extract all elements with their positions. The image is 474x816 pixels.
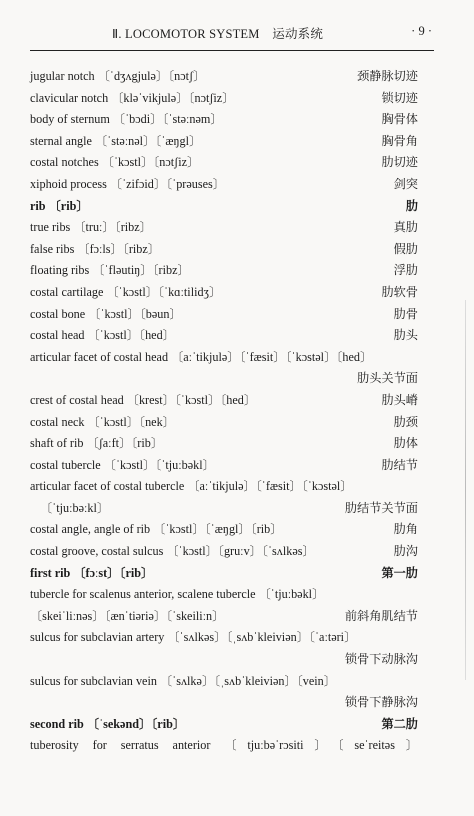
entry-term: first rib 〔fɔːst〕〔rib〕 — [30, 565, 154, 580]
entry-chinese: 肋切迹 — [381, 155, 418, 170]
entry-term: rib 〔rib〕 — [30, 198, 89, 213]
entry-term: costal angle, angle of rib 〔ˈkɔstl〕〔ˈæŋgl〕〔rib〕 — [30, 522, 283, 537]
entry-continuation: 〔ˈtjuːbəːkl〕 — [40, 500, 110, 515]
entry-chinese: 浮肋 — [393, 263, 418, 278]
dictionary-entry — [30, 304, 418, 326]
entry-chinese: 锁骨下静脉沟 — [344, 695, 418, 710]
entry-term: sulcus for subclavian vein 〔ˈsʌlkə〕〔ˌsʌbˈkleiviən〕〔vein〕 — [30, 673, 336, 688]
entry-term: second rib 〔ˈsekənd〕〔rib〕 — [30, 716, 186, 731]
entry-term: costal head 〔ˈkɔstl〕〔hed〕 — [30, 328, 175, 343]
entry-term: xiphoid process 〔ˈzifɔid〕〔ˈprəuses〕 — [30, 176, 225, 191]
dictionary-entry — [30, 239, 418, 261]
entry-term: costal groove, costal sulcus 〔ˈkɔstl〕〔gruːv〕〔ˈsʌlkəs〕 — [30, 544, 315, 559]
dictionary-entry — [30, 476, 418, 519]
dictionary-entry — [30, 412, 418, 434]
dictionary-entry — [30, 152, 418, 174]
entry-term: costal neck 〔ˈkɔstl〕〔nek〕 — [30, 414, 175, 429]
entry-term: sulcus for subclavian artery 〔ˈsʌlkəs〕〔ˌsʌbˈkleiviən〕〔ˈaːtəri〕 — [30, 630, 357, 645]
entry-term: costal tubercle 〔ˈkɔstl〕〔ˈtjuːbəkl〕 — [30, 457, 215, 472]
entry-chinese: 肋结节 — [381, 457, 418, 472]
dictionary-entry — [30, 347, 418, 390]
page-number: · 9 · — [411, 24, 432, 38]
entry-term: tuberosity for serratus anterior 〔tjuːbəˈrɔsiti〕〔seˈreitəs〕 — [30, 738, 418, 753]
entry-chinese: 肋软骨 — [381, 284, 418, 299]
entry-continuation: 〔skeiˈliːnəs〕〔ænˈtiəriə〕〔ˈskeiliːn〕 — [30, 608, 225, 623]
dictionary-entry — [30, 260, 418, 282]
entry-chinese: 前斜角肌结节 — [344, 608, 418, 623]
dictionary-entry — [30, 433, 418, 455]
entry-chinese: 第二肋 — [381, 716, 418, 731]
running-title: Ⅱ. LOCOMOTOR SYSTEM 运动系统 — [112, 27, 324, 41]
entry-term: articular facet of costal head 〔aːˈtikjulə〕〔ˈfæsit〕〔ˈkɔstəl〕〔hed〕 — [30, 349, 373, 364]
entry-chinese: 肋骨 — [393, 306, 418, 321]
entry-term: crest of costal head 〔krest〕〔ˈkɔstl〕〔hed〕 — [30, 392, 257, 407]
dictionary-entry — [30, 131, 418, 153]
entry-term: articular facet of costal tubercle 〔aːˈtikjulə〕〔ˈfæsit〕〔ˈkɔstəl〕 — [30, 479, 353, 494]
dictionary-entry — [30, 627, 418, 670]
page-gutter-shadow — [465, 300, 466, 680]
entry-chinese: 肋颈 — [393, 414, 418, 429]
entry-chinese: 肋 — [405, 198, 418, 213]
entry-chinese: 真肋 — [393, 220, 418, 235]
entry-chinese: 胸骨角 — [381, 133, 418, 148]
entry-term: floating ribs 〔ˈfləutiŋ〕〔ribz〕 — [30, 263, 190, 278]
entry-term: jugular notch 〔ˈdʒʌgjulə〕〔nɔtʃ〕 — [30, 69, 206, 83]
entry-chinese: 胸骨体 — [381, 112, 418, 127]
dictionary-entry — [30, 584, 418, 627]
dictionary-entry — [30, 325, 418, 347]
entry-term: costal cartilage 〔ˈkɔstl〕〔ˈkɑːtilidʒ〕 — [30, 284, 222, 299]
entry-term: true ribs 〔truː〕〔ribz〕 — [30, 220, 152, 235]
entry-chinese: 第一肋 — [381, 565, 418, 580]
entry-chinese: 剑突 — [393, 176, 418, 191]
dictionary-entry — [30, 196, 418, 218]
entry-term: shaft of rib 〔ʃaːft〕〔rib〕 — [30, 436, 164, 451]
entry-chinese: 肋头嵴 — [381, 392, 418, 407]
entry-chinese: 肋头 — [393, 328, 418, 343]
page-header — [30, 18, 434, 51]
dictionary-entry — [30, 541, 418, 563]
dictionary-entry — [30, 88, 418, 110]
dictionary-entry — [30, 671, 418, 714]
entry-list — [30, 66, 418, 757]
dictionary-entry — [30, 735, 418, 757]
dictionary-entry — [30, 282, 418, 304]
dictionary-entry — [30, 217, 418, 239]
entry-term: costal bone 〔ˈkɔstl〕〔bəun〕 — [30, 306, 182, 321]
entry-chinese: 肋角 — [393, 522, 418, 537]
dictionary-entry — [30, 66, 418, 88]
dictionary-entry — [30, 563, 418, 585]
entry-term: tubercle for scalenus anterior, scalene tubercle 〔ˈtjuːbəkl〕 — [30, 587, 325, 602]
entry-chinese: 锁骨下动脉沟 — [344, 652, 418, 667]
entry-chinese: 假肋 — [393, 241, 418, 256]
dictionary-entry — [30, 714, 418, 736]
entry-chinese: 肋头关节面 — [357, 371, 418, 386]
entry-chinese: 肋结节关节面 — [344, 500, 418, 515]
dictionary-entry — [30, 174, 418, 196]
dictionary-entry — [30, 519, 418, 541]
entry-chinese: 锁切迹 — [381, 90, 418, 105]
entry-chinese: 肋体 — [393, 436, 418, 451]
entry-term: body of sternum 〔ˈbɔdi〕〔ˈstəːnəm〕 — [30, 112, 223, 127]
dictionary-entry — [30, 109, 418, 131]
entry-chinese: 颈静脉切迹 — [357, 69, 418, 83]
entry-term: false ribs 〔fɔːls〕〔ribz〕 — [30, 241, 160, 256]
entry-chinese: 肋沟 — [393, 544, 418, 559]
entry-term: clavicular notch 〔kləˈvikjulə〕〔nɔtʃiz〕 — [30, 90, 235, 105]
dictionary-entry — [30, 390, 418, 412]
entry-term: costal notches 〔ˈkɔstl〕〔nɔtʃiz〕 — [30, 155, 200, 170]
dictionary-entry — [30, 455, 418, 477]
entry-term: sternal angle 〔ˈstəːnəl〕〔ˈæŋgl〕 — [30, 133, 202, 148]
